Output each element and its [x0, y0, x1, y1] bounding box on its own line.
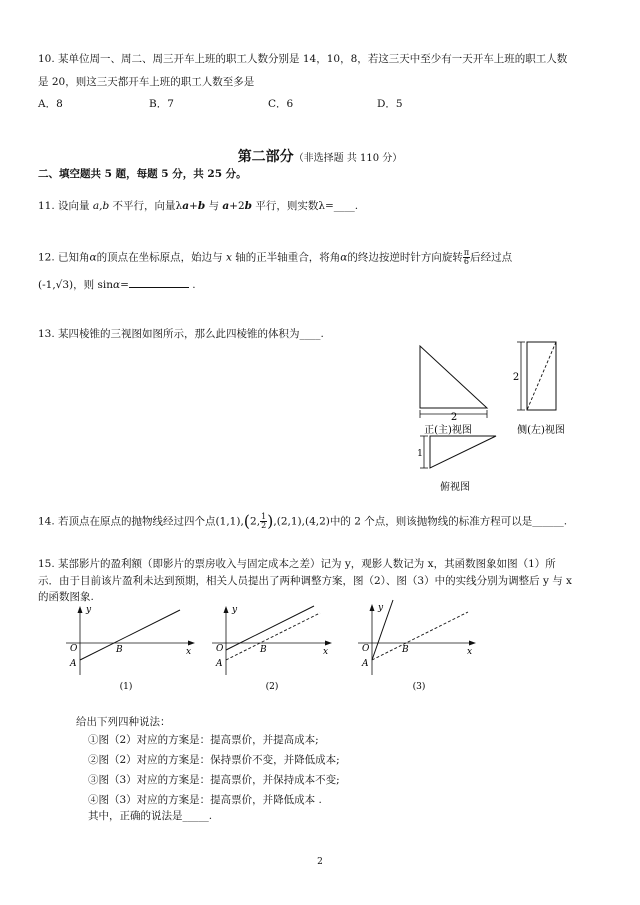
part2-title: 第二部分	[237, 149, 294, 165]
q15-line3: 的函数图象.	[38, 591, 94, 603]
q11-part: 与	[205, 200, 223, 212]
q15-answer-blank: _____	[182, 810, 209, 822]
q10-option-b: B．7	[149, 98, 174, 110]
part2-note: （非选择题 共 110 分）	[293, 153, 403, 164]
q11-part: +2	[229, 200, 245, 212]
q10-line1: 10. 某单位周一、周二、周三开车上班的职工人数分别是 14，10，8，若这三天中至少有一天开车上班的职工人数	[38, 53, 568, 65]
graph-1	[66, 605, 195, 692]
q15-line1: 15. 某部影片的盈利额（即影片的票房收入与固定成本之差）记为 y，观影人数记为 x，其函数图象如图（1）所	[38, 558, 556, 570]
q12-alpha: α	[113, 279, 121, 291]
section2-title: 二、填空题共 5 题，每题 5 分，共 25 分。	[38, 168, 247, 180]
q14-point: ,(2,1),(4,2)	[273, 515, 330, 528]
q15-intro: 给出下列四种说法：	[76, 716, 171, 728]
side-dim-label: 2	[512, 372, 520, 383]
q12-alpha: α	[89, 251, 97, 264]
q14-answer-blank: ______	[532, 515, 564, 528]
q14-point: (1,1),	[215, 515, 244, 528]
q15-statement-3: ③图（3）对应的方案是：提高票价，并保持成本不变;	[88, 774, 340, 786]
q10-option-d: D．5	[377, 98, 403, 110]
q12-part: 轴的正半轴重合，将角	[231, 251, 341, 264]
q12-x: x	[225, 251, 232, 264]
q11-part: +	[189, 200, 198, 212]
graph3-b: B	[402, 645, 409, 655]
q15-part: 其中，正确的说法是	[88, 810, 183, 822]
graph2-a: A	[216, 659, 223, 669]
graph3-caption: (3)	[412, 682, 426, 692]
q12-part: .	[188, 279, 196, 291]
front-view-label: 正(主)视图	[424, 425, 472, 436]
graph3-a: A	[362, 659, 369, 669]
q11-vec: b	[197, 200, 206, 212]
q11-vec: a	[182, 200, 190, 212]
q12-part: 后经过点	[470, 251, 513, 264]
graph3-x: x	[467, 647, 473, 657]
q14-part: .	[563, 515, 568, 528]
q14-point: 2,	[250, 515, 261, 528]
top-dim-label: 1	[417, 449, 423, 459]
q11-part: .	[354, 200, 359, 212]
graph3-o: O	[362, 644, 370, 654]
graph-2	[212, 605, 332, 692]
q15-statement-1: ①图（2）对应的方案是：提高票价，并提高成本;	[88, 734, 319, 746]
q15-statement-4: ④图（3）对应的方案是：提高票价，并降低成本 .	[88, 794, 322, 806]
q15-statement-2: ②图（2）对应的方案是：保持票价不变，并降低成本;	[88, 754, 340, 766]
graph2-y: y	[232, 605, 238, 615]
q11-answer-blank: ____	[333, 200, 355, 212]
q11-part: 11. 设向量	[38, 200, 93, 212]
q13-part: .	[320, 328, 324, 340]
graph2-o: O	[216, 644, 224, 654]
q14-frac-den: 2	[261, 521, 267, 530]
q12-part: ，则 sin	[73, 279, 113, 291]
q15-conclusion	[88, 809, 212, 823]
q12-part: 的终边按逆时针方向旋转	[347, 251, 463, 264]
graph1-o: O	[70, 644, 78, 654]
graph2-caption: (2)	[265, 682, 279, 692]
q12-part: 12. 已知角	[38, 251, 90, 264]
q15-line2: 示．由于目前该片盈利未达到预期，相关人员提出了两种调整方案，图（2）、图（3）中的实线分别为调整后 y 与 x	[38, 575, 572, 587]
q11-vec: a	[222, 200, 230, 212]
q11-vars: a,b	[92, 200, 110, 212]
q10-option-a: A．8	[38, 98, 63, 110]
q10-line2: 是 20，则这三天都开车上班的职工人数至多是	[38, 76, 255, 88]
graph-3	[358, 600, 476, 692]
q14-part: 14. 若顶点在原点的抛物线经过四个点	[38, 515, 216, 528]
graph1-caption: (1)	[119, 682, 133, 692]
front-dim-label: 2	[450, 412, 458, 423]
q13-answer-blank: ____	[299, 328, 321, 340]
side-view-label: 侧(左)视图	[517, 425, 565, 436]
graph2-x: x	[323, 647, 329, 657]
q12-frac-den: 6	[463, 257, 470, 266]
graph1-b: B	[116, 645, 123, 655]
graph1-y: y	[86, 605, 92, 615]
q10-option-c: C．6	[268, 98, 294, 110]
top-view-label: 俯视图	[440, 482, 470, 493]
page-number: 2	[317, 857, 323, 867]
graph1-a: A	[70, 659, 77, 669]
graph3-y: y	[378, 603, 384, 613]
q11-vec: b	[244, 200, 252, 212]
q12-part: 的顶点在坐标原点，始边与	[96, 251, 226, 264]
q15-part: .	[208, 810, 213, 822]
q14-part: 中的 2 个点，则该抛物线的标准方程可以是	[329, 515, 533, 528]
graph2-b: B	[260, 645, 267, 655]
q13-part: 13. 某四棱锥的三视图如图所示，那么此四棱锥的体积为	[38, 328, 300, 340]
q12-part: =	[120, 279, 129, 291]
q12-frac-num: π	[463, 248, 470, 257]
q12-point: (-1,√3)	[38, 279, 74, 291]
graph1-x: x	[186, 647, 192, 657]
q14-text: 14. 若顶点在原点的抛物线经过四个点(1,1),(2, $\frac{1}{2}$ ),(2,1),(4,2)中的 2 个点，则该抛物线的标准方程可以是______.	[38, 511, 568, 531]
q14-frac-num: 1	[261, 512, 267, 521]
q11-part: 不平行，向量λ	[109, 200, 183, 212]
q11-part: 平行，则实数λ=	[252, 200, 334, 212]
q12-alpha: α	[340, 251, 348, 264]
